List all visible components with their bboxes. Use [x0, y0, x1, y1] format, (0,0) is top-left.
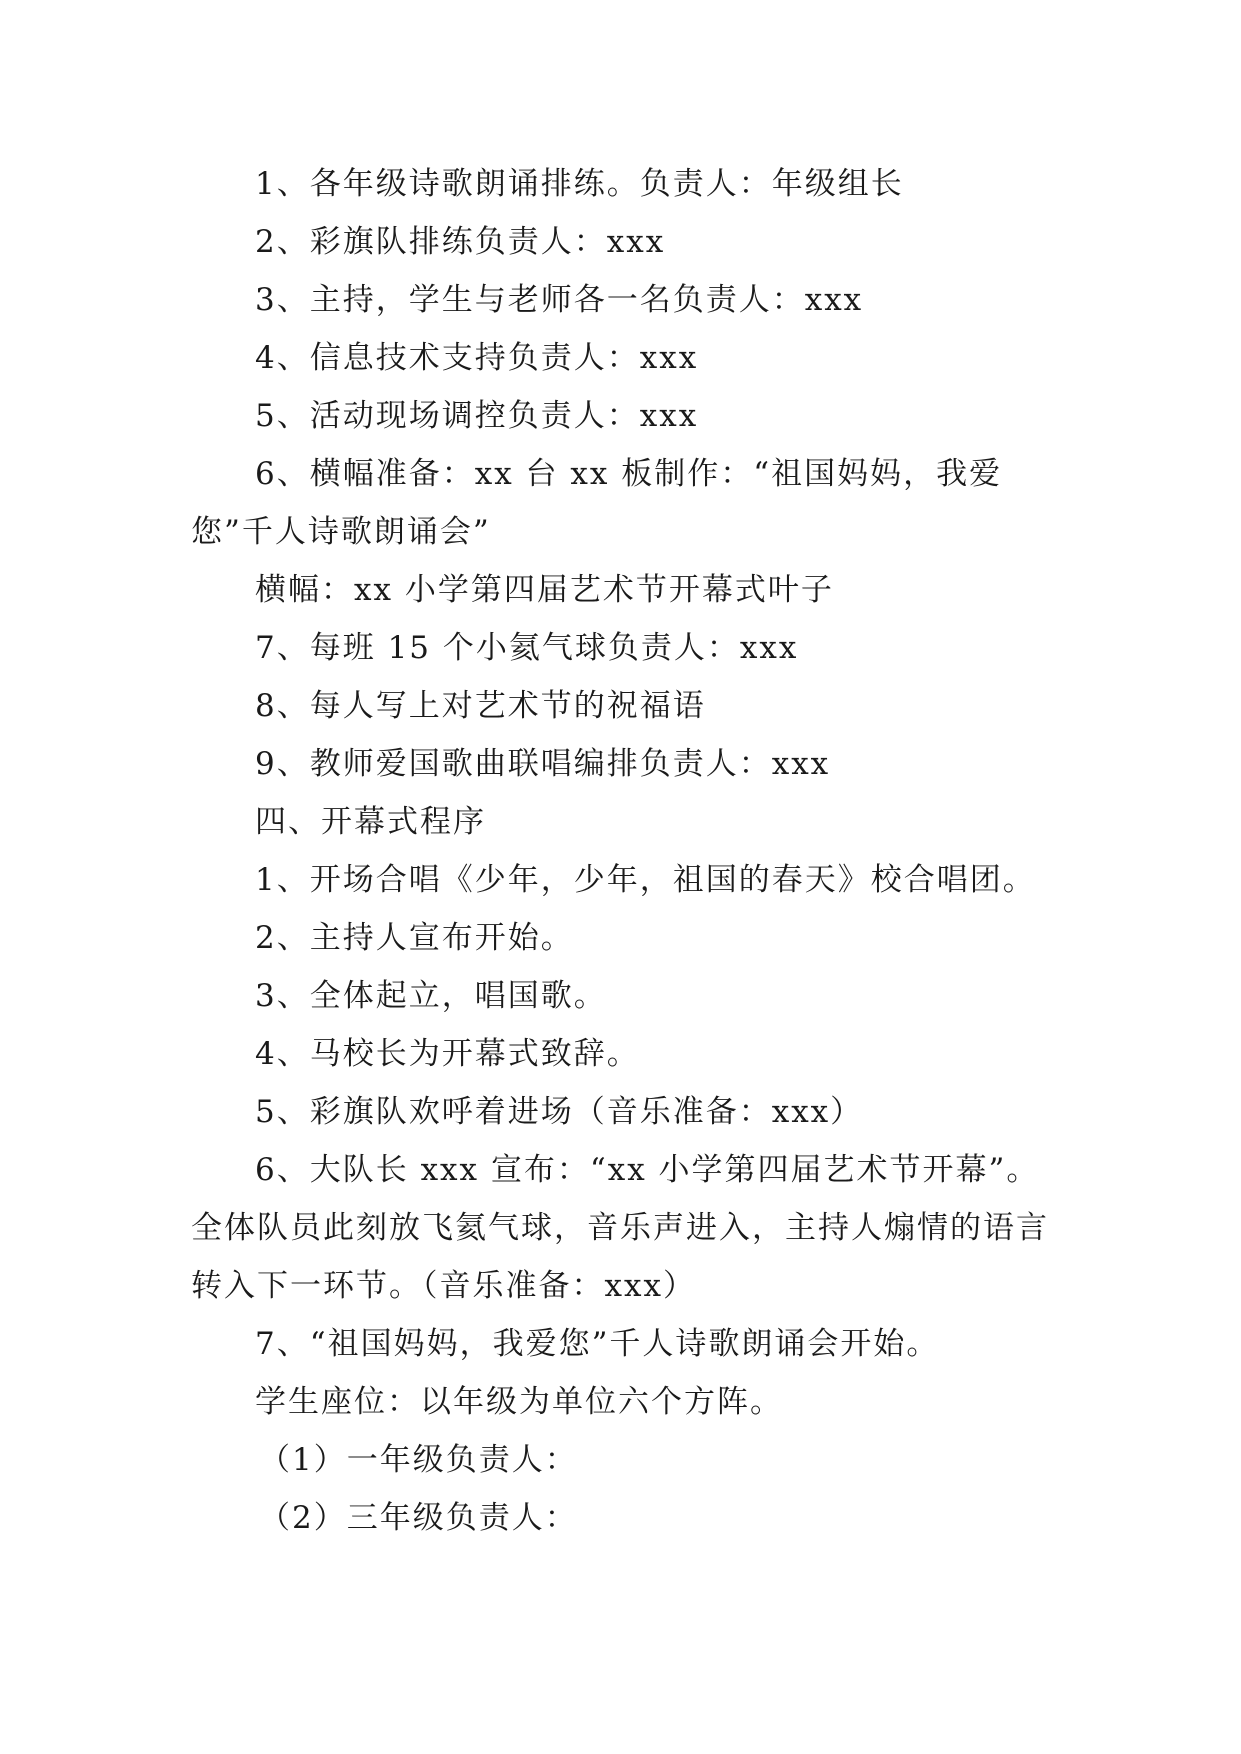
program-item-2: 2、主持人宣布开始。: [255, 920, 574, 956]
program-item-3: 3、全体起立，唱国歌。: [255, 978, 607, 1014]
paragraph-6: 6、横幅准备：xx 台 xx 板制作：“祖国妈妈，我爱您”千人诗歌朗诵会”: [191, 456, 1003, 550]
paragraph-2: 2、彩旗队排练负责人：xxx: [255, 224, 666, 260]
paragraph-3: 3、主持，学生与老师各一名负责人：xxx: [255, 282, 864, 318]
program-item-5: 5、彩旗队欢呼着进场（音乐准备：xxx）: [255, 1094, 864, 1130]
program-item-1: 1、开场合唱《少年，少年，祖国的春天》校合唱团。: [255, 862, 1036, 898]
paragraph-1: 1、各年级诗歌朗诵排练。负责人：年级组长: [255, 166, 904, 202]
paragraph-8: 8、每人写上对艺术节的祝福语: [255, 688, 706, 724]
paragraph-banner: 横幅：xx 小学第四届艺术节开幕式叶子: [255, 572, 834, 608]
program-item-7: 7、“祖国妈妈，我爱您”千人诗歌朗诵会开始。: [255, 1326, 940, 1362]
seating-item-2: （2）三年级负责人：: [259, 1500, 578, 1536]
seating-item-1: （1）一年级负责人：: [259, 1442, 578, 1478]
program-item-6: 6、大队长 xxx 宣布：“xx 小学第四届艺术节开幕”。全体队员此刻放飞氦气球，音乐声进入，主持人煽情的语言转入下一环节。（音乐准备：xxx）: [191, 1152, 1049, 1304]
program-item-4: 4、马校长为开幕式致辞。: [255, 1036, 640, 1072]
paragraph-4: 4、信息技术支持负责人：xxx: [255, 340, 699, 376]
document-body: [191, 155, 1051, 1547]
section-heading-program: 四、开幕式程序: [255, 804, 486, 840]
paragraph-5: 5、活动现场调控负责人：xxx: [255, 398, 699, 434]
paragraph-7: 7、每班 15 个小氦气球负责人：xxx: [255, 630, 799, 666]
paragraph-9: 9、教师爱国歌曲联唱编排负责人：xxx: [255, 746, 831, 782]
seating-paragraph: 学生座位：以年级为单位六个方阵。: [255, 1384, 783, 1420]
